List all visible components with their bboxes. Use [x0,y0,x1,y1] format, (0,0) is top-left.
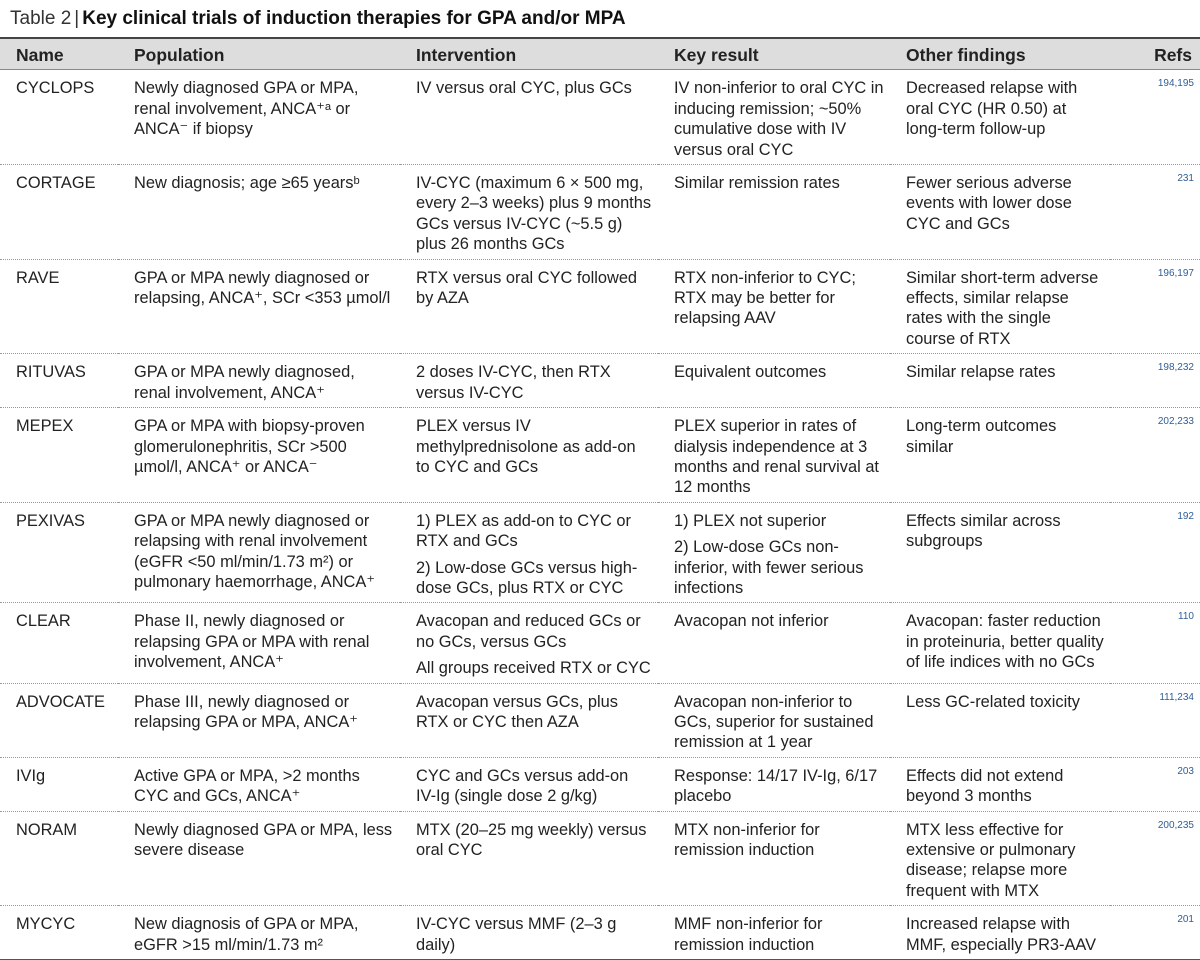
refs-cell: 202,233 [1110,408,1200,503]
table-row [0,683,1200,757]
key-result-cell [658,502,890,603]
population-cell-text: GPA or MPA newly diagnosed, renal involvement, ANCA⁺ [134,363,355,402]
population-cell-text: Phase III, newly diagnosed or relapsing GPA or MPA, ANCA⁺ [134,692,358,731]
intervention-cell [400,502,658,603]
trial-name: CORTAGE [0,165,118,260]
intervention-cell [400,683,658,757]
key-result-cell [658,906,890,960]
population-cell [118,603,400,683]
intervention-cell-text: Avacopan and reduced GCs or no GCs, versus GCs [416,612,641,651]
col-header-name: Name [0,38,118,70]
intervention-cell [400,259,658,354]
other-findings-cell-text: Fewer serious adverse events with lower dose CYC and GCs [906,174,1072,233]
table-row [0,603,1200,683]
population-cell-text: New diagnosis of GPA or MPA, eGFR >15 ml/min/1.73 m² [134,915,359,954]
trial-name: RITUVAS [0,354,118,408]
intervention-cell-text: Avacopan versus GCs, plus RTX or CYC then AZA [416,692,618,731]
other-findings-cell-text: Increased relapse with MMF, especially PR3-AAV [906,915,1097,954]
other-findings-cell-text: Similar relapse rates [906,363,1056,382]
intervention-cell-text: RTX versus oral CYC followed by AZA [416,268,638,308]
intervention-cell [400,354,658,408]
refs-cell: 200,235 [1110,811,1200,906]
col-header-refs: Refs [1110,38,1200,70]
table-title: Key clinical trials of induction therapies for GPA and/or MPA [82,8,626,29]
population-cell [118,408,400,503]
table-row [0,354,1200,408]
intervention-cell [400,906,658,960]
col-header-other-findings: Other findings [890,38,1110,70]
population-cell [118,259,400,354]
other-findings-cell [890,70,1110,165]
intervention-cell-text: CYC and GCs versus add-on IV-Ig (single dose 2 g/kg) [416,766,629,806]
table-row [0,906,1200,960]
refs-cell: 201 [1110,906,1200,960]
key-result-cell-text: Similar remission rates [674,174,840,193]
intervention-cell [400,757,658,811]
intervention-cell-text: IV-CYC versus MMF (2–3 g daily) [416,915,617,954]
intervention-cell-text: 2) Low-dose GCs versus high-dose GCs, plus RTX or CYC [416,558,638,597]
population-cell-text: Newly diagnosed GPA or MPA, renal involvement, ANCA⁺ᵃ or ANCA⁻ if biopsy [134,79,359,139]
population-cell [118,165,400,260]
population-cell-text: GPA or MPA with biopsy-proven glomerulonephritis, SCr >500 µmol/l, ANCA⁺ or ANCA⁻ [134,417,365,476]
trial-name: PEXIVAS [0,502,118,603]
key-result-cell [658,165,890,260]
refs-cell: 196,197 [1110,259,1200,354]
intervention-cell-text: MTX (20–25 mg weekly) versus oral CYC [416,820,647,859]
population-cell-text: Newly diagnosed GPA or MPA, less severe disease [134,820,393,859]
key-result-cell [658,70,890,165]
key-result-cell [658,408,890,503]
other-findings-cell [890,502,1110,603]
key-result-cell-text: Avacopan not inferior [674,612,829,631]
other-findings-cell [890,165,1110,260]
refs-cell: 231 [1110,165,1200,260]
population-cell-text: Active GPA or MPA, >2 months CYC and GCs, ANCA⁺ [134,766,360,806]
other-findings-cell-text: Similar short-term adverse effects, similar relapse rates with the single course of RTX [906,268,1099,348]
key-result-cell-text: MMF non-inferior for remission induction [674,915,823,954]
intervention-cell [400,811,658,906]
trials-table [0,37,1200,960]
other-findings-cell [890,906,1110,960]
key-result-cell-text: Avacopan non-inferior to GCs, superior for sustained remission at 1 year [674,692,874,752]
refs-cell: 198,232 [1110,354,1200,408]
population-cell-text: GPA or MPA newly diagnosed or relapsing, ANCA⁺, SCr <353 µmol/l [134,268,391,308]
population-cell-text: GPA or MPA newly diagnosed or relapsing with renal involvement (eGFR <50 ml/min/1.73 m²) or pulmonary haemorrhage, ANCA⁺ [134,511,375,591]
trial-name: NORAM [0,811,118,906]
table-row [0,757,1200,811]
population-cell-text: Phase II, newly diagnosed or relapsing GPA or MPA with renal involvement, ANCA⁺ [134,612,370,672]
table-body [0,70,1200,960]
population-cell [118,811,400,906]
table-row [0,502,1200,603]
other-findings-cell-text: MTX less effective for extensive or pulmonary disease; relapse more frequent with MTX [906,820,1076,900]
trial-name: RAVE [0,259,118,354]
intervention-cell-text: All groups received RTX or CYC [416,659,651,678]
population-cell [118,502,400,603]
trial-name: IVIg [0,757,118,811]
key-result-cell-text: 1) PLEX not superior [674,511,827,530]
intervention-cell-text: PLEX versus IV methylprednisolone as add-on to CYC and GCs [416,417,636,476]
key-result-cell [658,811,890,906]
key-result-cell-text: MTX non-inferior for remission induction [674,820,820,859]
col-header-key-result: Key result [658,38,890,70]
population-cell-text: New diagnosis; age ≥65 yearsᵇ [134,174,360,193]
other-findings-cell [890,757,1110,811]
other-findings-cell-text: Avacopan: faster reduction in proteinuria, better quality of life indices with no GCs [906,612,1104,672]
other-findings-cell-text: Less GC-related toxicity [906,692,1080,711]
table-row [0,70,1200,165]
key-result-cell [658,603,890,683]
intervention-cell [400,408,658,503]
intervention-cell-text: 1) PLEX as add-on to CYC or RTX and GCs [416,511,632,551]
table-caption [10,5,626,35]
col-header-population: Population [118,38,400,70]
population-cell [118,354,400,408]
refs-cell: 111,234 [1110,683,1200,757]
key-result-cell [658,683,890,757]
key-result-cell [658,259,890,354]
other-findings-cell-text: Long-term outcomes similar [906,417,1057,456]
other-findings-cell [890,408,1110,503]
population-cell [118,906,400,960]
other-findings-cell [890,683,1110,757]
table-row [0,811,1200,906]
intervention-cell-text: IV versus oral CYC, plus GCs [416,79,632,98]
table-row [0,259,1200,354]
caption-separator: | [74,8,80,29]
key-result-cell-text: RTX non-inferior to CYC; RTX may be better for relapsing AAV [674,268,856,328]
population-cell [118,70,400,165]
key-result-cell-text: Response: 14/17 IV-Ig, 6/17 placebo [674,766,878,806]
key-result-cell-text: Equivalent outcomes [674,363,827,382]
refs-cell: 110 [1110,603,1200,683]
other-findings-cell [890,259,1110,354]
other-findings-cell-text: Effects similar across subgroups [906,511,1061,551]
refs-cell: 192 [1110,502,1200,603]
table-label: Table 2 [10,8,72,29]
other-findings-cell-text: Decreased relapse with oral CYC (HR 0.50) at long-term follow-up [906,79,1078,139]
trial-name: MYCYC [0,906,118,960]
other-findings-cell [890,354,1110,408]
intervention-cell-text: IV-CYC (maximum 6 × 500 mg, every 2–3 weeks) plus 9 months GCs versus IV-CYC (~5.5 g) plus 26 months GCs [416,174,652,254]
header-row [0,38,1200,70]
intervention-cell [400,165,658,260]
table-row [0,165,1200,260]
refs-cell: 203 [1110,757,1200,811]
other-findings-cell-text: Effects did not extend beyond 3 months [906,766,1064,806]
other-findings-cell [890,603,1110,683]
population-cell [118,757,400,811]
key-result-cell-text: PLEX superior in rates of dialysis independence at 3 months and renal survival at 12 months [674,417,879,497]
table-row [0,408,1200,503]
population-cell [118,683,400,757]
trial-name: ADVOCATE [0,683,118,757]
refs-cell: 194,195 [1110,70,1200,165]
trial-name: MEPEX [0,408,118,503]
key-result-cell [658,757,890,811]
key-result-cell [658,354,890,408]
col-header-intervention: Intervention [400,38,658,70]
intervention-cell [400,603,658,683]
other-findings-cell [890,811,1110,906]
key-result-cell-text: 2) Low-dose GCs non-inferior, with fewer serious infections [674,538,864,597]
trial-name: CYCLOPS [0,70,118,165]
intervention-cell-text: 2 doses IV-CYC, then RTX versus IV-CYC [416,363,611,402]
intervention-cell [400,70,658,165]
trial-name: CLEAR [0,603,118,683]
key-result-cell-text: IV non-inferior to oral CYC in inducing remission; ~50% cumulative dose with IV versus oral CYC [674,79,884,159]
